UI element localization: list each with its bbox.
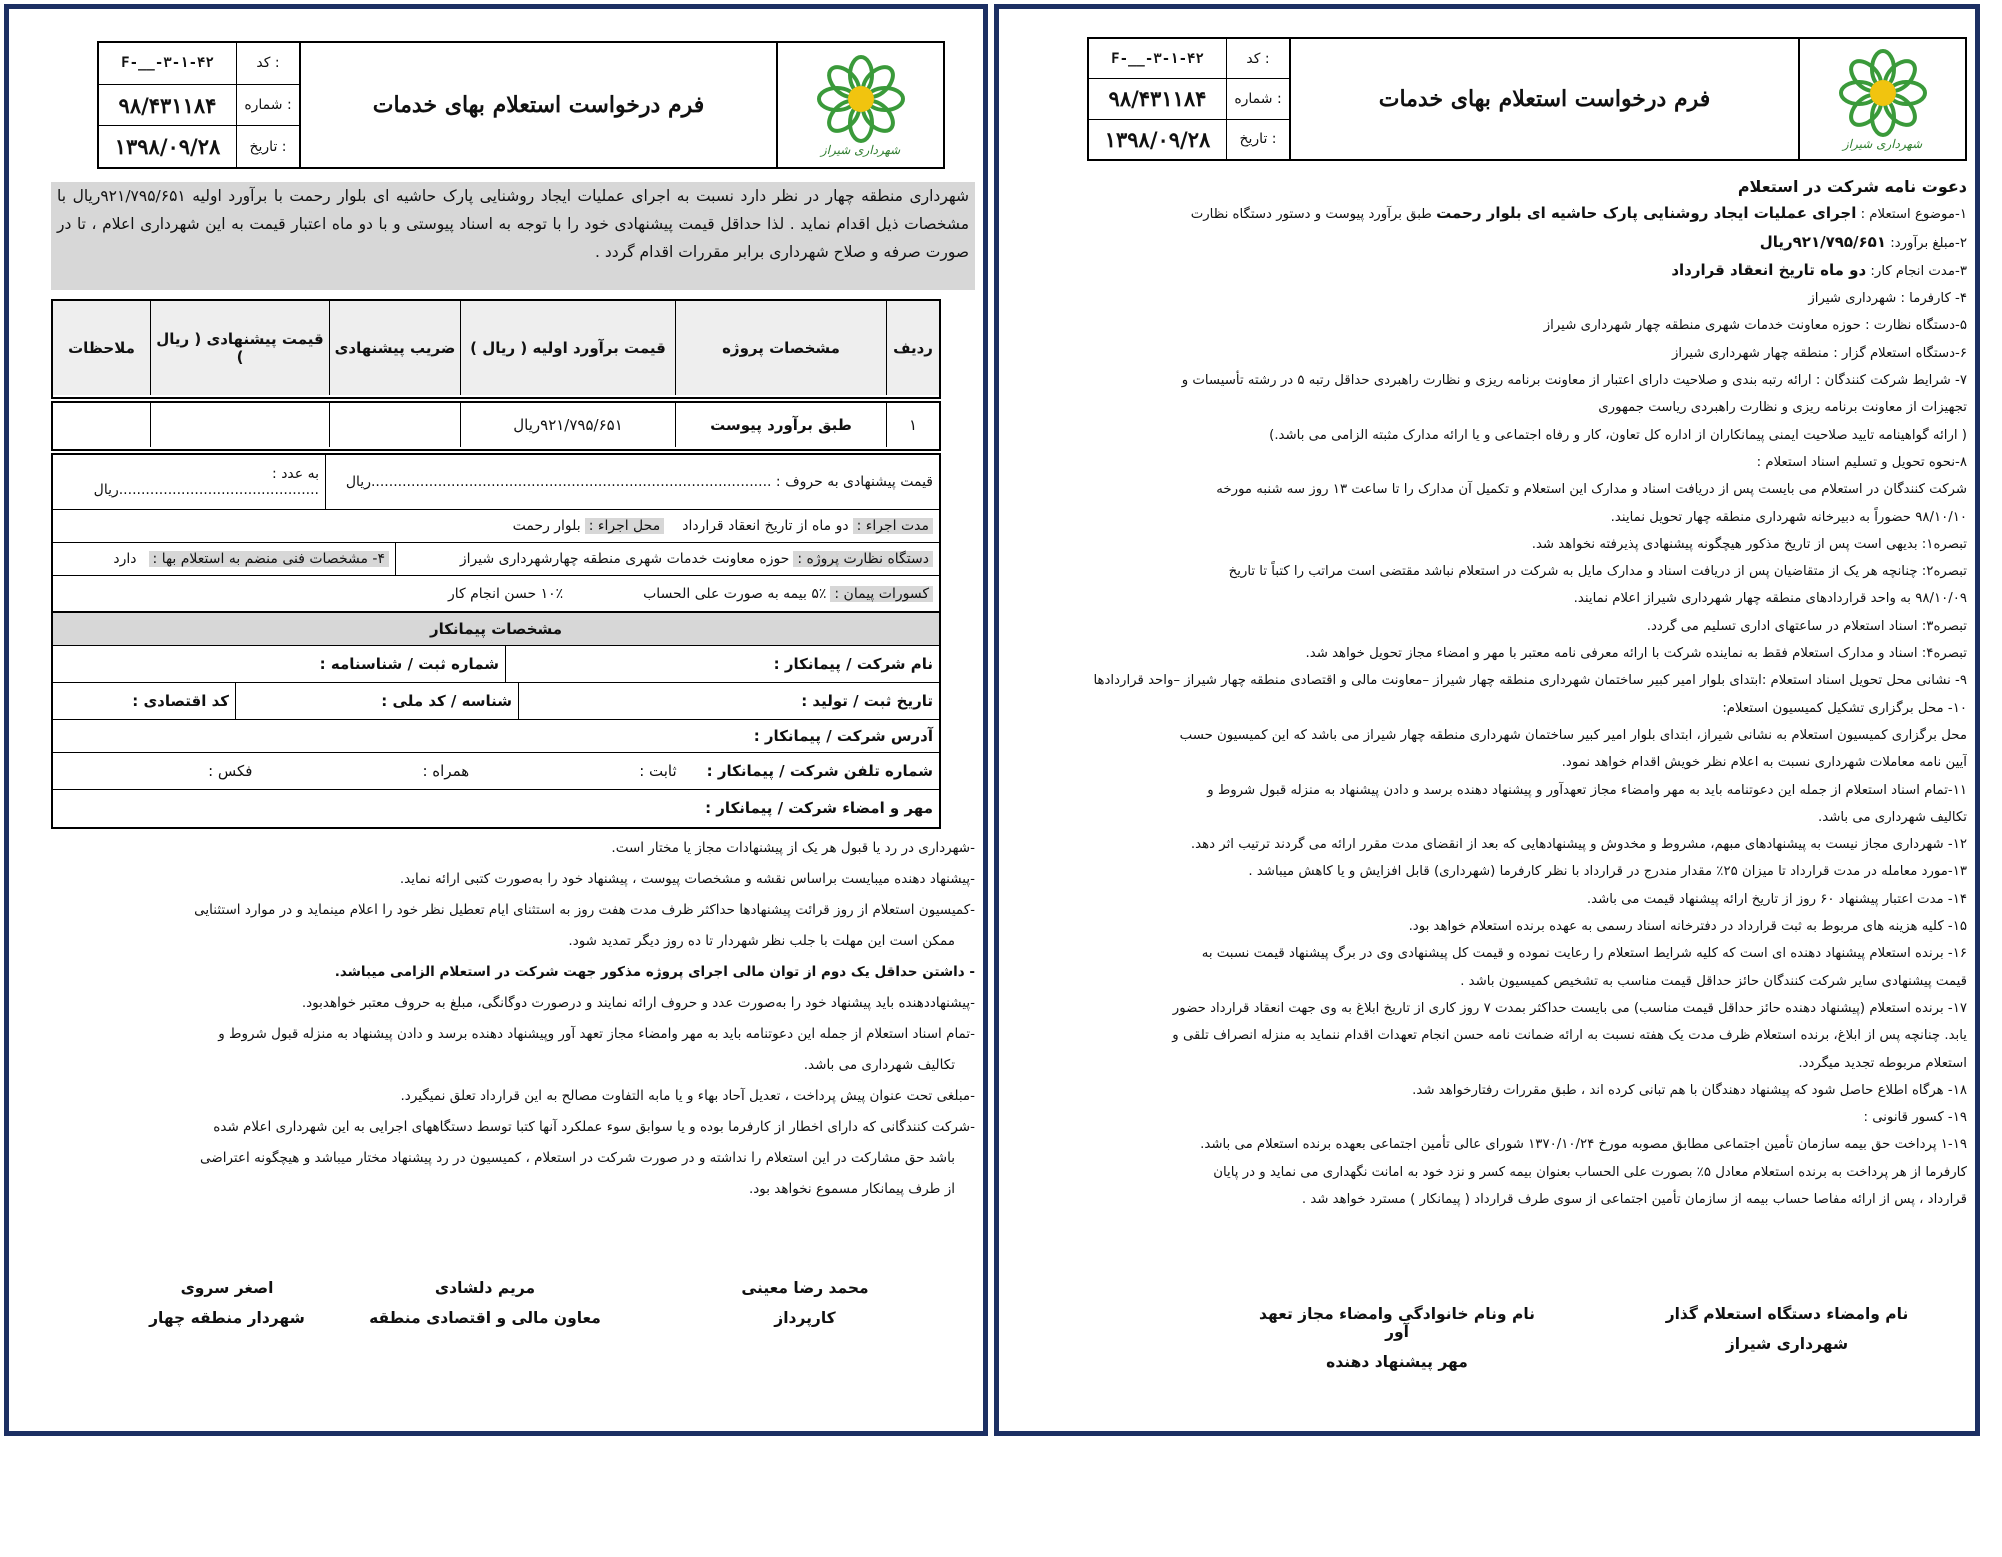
invitation-line	[1025, 1186, 1967, 1213]
intro-paragraph: شهرداری منطقه چهار در نظر دارد نسبت به اجرای عملیات ایجاد روشنایی پارک حاشیه ای بلوار رحمت با برآورد اولیه ۹۲۱/۷۹۵/۶۵۱ریال با مشخصات ذیل اقدام نماید . لذا حداقل قیمت پیشنهادی خود را با توجه به اسناد پیوستی و با دو ماه اعتبار قیمت به این شهرداری اعلام ، تا در صورت صرفه و صلاح شهرداری برابر مقررات اقدام گردد .	[51, 182, 975, 290]
line-text: ۱۴- مدت اعتبار پیشنهاد ۶۰ روز از تاریخ ارائه پیشنهاد قیمت می باشد.	[1586, 891, 1967, 907]
invitation-line	[1025, 200, 1967, 228]
logo-text: شهرداری شیراز	[1842, 136, 1923, 151]
tech-spec-label: ۴- مشخصات فنی منضم به استعلام بها :	[149, 551, 389, 567]
line-text: ۱-۱۹ پرداخت حق بیمه سازمان تأمین اجتماعی مطابق مصوبه مورخ ۱۳۷۰/۱۰/۲۴ شورای عالی تأمین اجتماعی بعهده برنده استعلام می باشد.	[1200, 1137, 1967, 1153]
municipality-logo	[1798, 39, 1965, 159]
line-text: ۸-نحوه تحویل و تسلیم اسناد استعلام :	[1756, 454, 1967, 470]
invitation-line	[1025, 613, 1967, 640]
line-text: قیمت پیشنهادی سایر شرکت کنندگان حائز حداقل قیمت مناسب به تشخیص کمیسیون باشد .	[1460, 973, 1967, 989]
economic-code-field[interactable]: کد اقتصادی :	[132, 692, 229, 710]
invitation-line	[1025, 858, 1967, 885]
row-notes-field[interactable]	[53, 403, 150, 447]
signature-role: کارپرداز	[774, 1309, 836, 1327]
term-item: -پیشنهاد دهنده میبایست براساس نقشه و مشخصات پیوست ، پیشنهاد خود را به‌صورت کتبی ارائه نماید.	[399, 871, 975, 887]
invitation-line	[1025, 1131, 1967, 1158]
row-estimate: ۹۲۱/۷۹۵/۶۵۱ریال	[460, 403, 675, 447]
invitation-line	[1025, 285, 1967, 312]
invitation-line	[1025, 667, 1967, 694]
date-label: تاریخ :	[1226, 120, 1289, 159]
form-page-left	[4, 4, 988, 1436]
col-coefficient-header: ضریب پیشنهادی	[329, 301, 460, 395]
signature-mayor	[127, 1279, 327, 1327]
date-value: ۱۳۹۸/۰۹/۲۸	[114, 134, 221, 160]
price-digits-field[interactable]: به عدد : .............................................ریال	[93, 466, 319, 498]
address-field[interactable]: آدرس شرکت / پیمانکار :	[753, 727, 933, 745]
invitation-line	[1025, 422, 1967, 449]
national-id-field[interactable]: شناسه / کد ملی :	[235, 683, 518, 719]
number-label: شماره :	[1226, 79, 1289, 118]
signature-role: شهردار منطقه چهار	[149, 1309, 305, 1327]
phone-label: شماره تلفن شرکت / پیمانکار :	[706, 762, 933, 780]
signature-role: نام وامضاء دستگاه استعلام گذار	[1665, 1305, 1909, 1323]
line-text: تکالیف شهرداری می باشد.	[1818, 809, 1967, 825]
invitation-line	[1025, 476, 1967, 503]
line-text: تبصره۳: اسناد استعلام در ساعتهای اداری تسلیم می گردد.	[1646, 618, 1967, 634]
line-text: ۹۸/۱۰/۱۰ حضوراً به دبیرخانه شهرداری منطقه چهار تحویل نمایند.	[1610, 509, 1967, 525]
invitation-line	[1025, 531, 1967, 558]
signature-deputy	[365, 1279, 605, 1327]
invitation-line	[1025, 1159, 1967, 1186]
signature-name: محمد رضا معینی	[741, 1279, 869, 1297]
line-text: ۱۹- کسور قانونی :	[1863, 1110, 1967, 1126]
line-text: تبصره۴: اسناد و مدارک استعلام فقط به نماینده شرکت با ارائه معرفی نامه معتبر با مهر و امضاء مجاز تحویل خواهد شد.	[1305, 646, 1967, 662]
line-bold-text: ۹۲۱/۷۹۵/۶۵۱ریال	[1759, 232, 1886, 251]
form-page-right	[994, 4, 1980, 1436]
invitation-line	[1025, 940, 1967, 967]
signature-name: شهرداری شیراز	[1725, 1335, 1849, 1353]
form-title: فرم درخواست استعلام بهای خدمات	[1378, 86, 1711, 112]
line-text: تبصره۲: چنانچه هر یک از متقاضیان پس از دریافت اسناد و مدارک مایل به شرکت در استعلام نباشد مقتضی است مراتب را کتباً تا تاریخ	[1228, 564, 1967, 580]
date-label: تاریخ :	[236, 126, 299, 167]
term-item: ممکن است این مهلت با جلب نظر شهردار تا ده روز دیگر تمدید شود.	[568, 933, 955, 949]
line-text: ۱۲- شهرداری مجاز نیست به پیشنهادهای مبهم، مشروط و مخدوش و پیشنهادهایی که بعد از انقضای مدت مقرر ارائه می گردند ترتیب اثر دهد.	[1190, 837, 1967, 853]
project-table	[51, 299, 941, 399]
invitation-line	[1025, 1077, 1967, 1104]
code-label: کد :	[1226, 39, 1289, 78]
col-notes-header: ملاحظات	[53, 301, 150, 395]
invitation-line	[1025, 257, 1967, 285]
invitation-line	[1025, 995, 1967, 1022]
form-meta	[99, 43, 301, 167]
invitation-heading: دعوت نامه شرکت در استعلام	[1737, 177, 1967, 196]
invitation-line	[1025, 394, 1967, 421]
line-text: ۱۸- هرگاه اطلاع حاصل شود که پیشنهاد دهندگان با هم تبانی کرده اند ، طبق مقررات رفتارخواهد شد.	[1412, 1082, 1967, 1098]
number-label: شماره :	[236, 85, 299, 126]
number-value: ۹۸/۴۳۱۱۸۴	[118, 92, 217, 118]
supervisor-value: حوزه معاونت خدمات شهری منطقه چهارشهرداری شیراز	[459, 551, 790, 567]
invitation-line	[1025, 722, 1967, 749]
line-text: ۱۶- برنده استعلام پیشنهاد دهنده ای است که کلیه شرایط استعلام را رعایت نموده و قیمت کل پیشنهادی وی در برگ پیشنهاد قیمت نسبت به	[1201, 946, 1967, 962]
term-item: -مبلغی تحت عنوان پیش پرداخت ، تعدیل آحاد بهاء و یا مابه التفاوت مصالح به این قرارداد تعلق نمیگیرد.	[400, 1088, 975, 1104]
flower-logo-icon	[1828, 48, 1938, 143]
line-text: ۱۰- محل برگزاری تشکیل کمیسیون استعلام:	[1722, 700, 1967, 716]
col-estimate-header: قیمت برآورد اولیه ( ریال )	[460, 301, 675, 395]
term-item: -پیشنهاددهنده باید پیشنهاد خود را به‌صورت عدد و حروف ارائه نمایند و درصورت دوگانگی، مبلغ به حروف معتبر خواهدبود.	[301, 995, 975, 1011]
line-text: ۴- کارفرما : شهرداری شیراز	[1808, 291, 1967, 307]
line-text: شرکت کنندگان در استعلام می بایست پس از دریافت اسناد و مدارک این استعلام و تکمیل آن مدارک را تا ساعت ۱۳ روز سه شنبه مورخه	[1216, 482, 1967, 498]
row-offer-field[interactable]	[150, 403, 329, 447]
line-text: یابد. چنانچه پس از ابلاغ، برنده استعلام ظرف مدت یک هفته نسبت به ارائه ضمانت نامه حسن انجام تعهدات اقدام ننماید به منزله انصراف تلقی و	[1172, 1028, 1967, 1044]
signature-issuer	[1657, 1305, 1917, 1353]
date-value: ۱۳۹۸/۰۹/۲۸	[1104, 126, 1211, 152]
line-text: ۱۷- برنده استعلام (پیشنهاد دهنده حائز حداقل قیمت مناسب) می بایست حداکثر بمدت ۷ روز کاری از تاریخ ابلاغ به وی جهت انعقاد قرارداد حضور	[1172, 1000, 1967, 1016]
invitation-body	[1025, 173, 1967, 1213]
code-value: F-__-۳-۱-۴۲	[121, 55, 214, 72]
flower-logo-icon	[806, 54, 916, 149]
form-meta	[1089, 39, 1291, 159]
row-number: ۱	[886, 403, 939, 447]
location-value: بلوار رحمت	[512, 518, 581, 534]
line-text: کارفرما از هر پرداخت به برنده استعلام معادل ۵٪ بصورت علی الحساب بعنوان بیمه کسر و نزد خود به امانت نگهداری می نماید و در پایان	[1213, 1164, 1967, 1180]
line-bold-text: اجرای عملیات ایجاد روشنایی پارک حاشیه ای بلوار رحمت	[1436, 204, 1857, 223]
company-name-field[interactable]: نام شرکت / پیمانکار :	[505, 646, 939, 682]
signature-name: مریم دلشادی	[434, 1279, 536, 1297]
line-text: ۱۳-مورد معامله در مدت قرارداد تا میزان ۲۵٪ مقدار مندرج در قرارداد با نظر کارفرما (شهرداری) قابل افزایش و یا کاهش میباشد .	[1248, 864, 1967, 880]
invitation-line	[1025, 449, 1967, 476]
registration-number-field[interactable]: شماره ثبت / شناسنامه :	[319, 655, 499, 673]
line-text: ۹۸/۱۰/۰۹ به واحد قراردادهای منطقه چهار شهرداری شیراز اعلام نمایند.	[1573, 591, 1967, 607]
line-bold-text: دو ماه تاریخ انعقاد قرارداد	[1671, 260, 1867, 279]
line-text: ۱۱-تمام اسناد استعلام از جمله این دعوتنامه باید به مهر وامضاء مجاز تعهدآور و پیشنهاد دهنده برسد و دادن پیشنهاد به منزله قبول شروط و	[1207, 782, 1967, 798]
invitation-line	[1025, 367, 1967, 394]
col-row-header: ردیف	[886, 301, 939, 395]
terms-list	[47, 833, 975, 1205]
deductions-performance: ۱۰٪ حسن انجام کار	[447, 586, 564, 602]
line-text: ۶-دستگاه استعلام گزار : منطقه چهار شهرداری شیراز	[1671, 345, 1967, 361]
line-text: ۲-مبلغ برآورد:	[1886, 235, 1967, 251]
invitation-line	[1025, 886, 1967, 913]
invitation-line	[1025, 695, 1967, 722]
invitation-line	[1025, 1104, 1967, 1131]
location-label: محل اجراء :	[585, 518, 665, 534]
code-value: F-__-۳-۱-۴۲	[1111, 50, 1204, 67]
invitation-line	[1025, 831, 1967, 858]
code-label: کد :	[236, 43, 299, 84]
line-text: ۱-موضوع استعلام :	[1856, 207, 1967, 223]
line-text: ۳-مدت انجام کار:	[1866, 263, 1967, 279]
row-coefficient-field[interactable]	[329, 403, 460, 447]
col-spec-header: مشخصات پروژه	[675, 301, 886, 395]
invitation-line	[1025, 777, 1967, 804]
term-item: -شرکت کنندگانی که دارای اخطار از کارفرما بوده و یا سوابق سوء عملکرد آنها کتبا توسط دستگاههای اجرایی به این شهرداری اعلام شده	[213, 1119, 975, 1135]
tech-spec-value: دارد	[113, 551, 137, 567]
line-text: تجهیزات از معاونت برنامه ریزی و نظارت راهبردی ریاست جمهوری	[1598, 400, 1967, 416]
contractor-table	[51, 611, 941, 829]
line-text: قرارداد ، پس از ارائه مفاصا حساب بیمه از سازمان تأمین اجتماعی از سوی طرف قرارداد ( پیمانکار ) مسترد خواهد شد .	[1301, 1191, 1967, 1207]
stamp-field[interactable]: مهر و امضاء شرکت / پیمانکار :	[705, 799, 933, 817]
term-item: - داشتن حداقل یک دوم از توان مالی اجرای پروژه مذکور جهت شرکت در استعلام الزامی میباشد.	[334, 964, 975, 980]
supervisor-label: دستگاه نظارت پروژه :	[793, 551, 933, 567]
invitation-line	[1025, 968, 1967, 995]
term-item: -شهرداری در رد یا قبول هر یک از پیشنهادات مجاز یا مختار است.	[611, 840, 975, 856]
line-text: ( ارائه گواهینامه تایید صلاحیت ایمنی پیمانکاران از اداره کل تعاون، کار و رفاه اجتماعی و یا ارائه مدارک مثبته الزامی می باشد.)	[1269, 427, 1967, 443]
duration-value: دو ماه از تاریخ انعقاد قرارداد	[682, 518, 849, 534]
line-text: طبق برآورد پیوست و دستور دستگاه نظارت	[1190, 207, 1437, 223]
signature-name: اصغر سروی	[180, 1279, 274, 1297]
number-value: ۹۸/۴۳۱۱۸۴	[1108, 86, 1207, 112]
invitation-line	[1025, 1050, 1967, 1077]
invitation-line	[1025, 913, 1967, 940]
invitation-line	[1025, 340, 1967, 367]
line-text: آیین نامه معاملات شهرداری نسبت به اعلام نظر خویش اقدام خواهد نمود.	[1561, 755, 1967, 771]
form-header	[97, 41, 945, 169]
line-text: محل برگزاری کمیسیون استعلام به نشانی شیراز، ابتدای بلوار امیر کبیر ساختمان شهرداری منطقه چهار شیراز می باشد که این کمیسیون حسب	[1179, 727, 1967, 743]
invitation-line	[1025, 749, 1967, 776]
signature-buyer	[705, 1279, 905, 1327]
deductions-label: کسورات پیمان :	[830, 586, 933, 602]
col-offer-header: قیمت پیشنهادی ( ریال )	[150, 301, 329, 395]
invitation-line	[1025, 1022, 1967, 1049]
signature-bidder	[1247, 1305, 1547, 1371]
line-text: تبصره۱: بدیهی است پس از تاریخ مذکور هیچگونه پیشنهادی پذیرفته نخواهد شد.	[1531, 536, 1967, 552]
municipality-logo	[776, 43, 943, 167]
signature-stamp: مهر پیشنهاد دهنده	[1326, 1353, 1468, 1371]
details-table	[51, 453, 941, 615]
invitation-line	[1025, 504, 1967, 531]
invitation-line	[1025, 558, 1967, 585]
line-text: ۱۵- کلیه هزینه های مربوط به ثبت قرارداد در دفترخانه اسناد رسمی به عهده برنده استعلام خواهد بود.	[1408, 919, 1967, 935]
term-item: از طرف پیمانکار مسموع نخواهد بود.	[748, 1181, 955, 1197]
logo-text: شهرداری شیراز	[820, 142, 901, 157]
invitation-line	[1025, 312, 1967, 339]
line-text: ۹- نشانی محل تحویل اسناد استعلام :ابتدای بلوار امیر کبیر ساختمان شهرداری منطقه چهار شیراز –معاونت مالی و اقتصادی منطقه چهار شیراز –واحد قراردادها	[1093, 673, 1967, 689]
term-item: باشد حق مشارکت در این استعلام را نداشته و در صورت شرکت در استعلام ، کمیسیون در رد پیشنهاد مختار میباشد و هیچگونه اعتراضی	[200, 1150, 955, 1166]
term-item: -تمام اسناد استعلام از جمله این دعوتنامه باید به مهر وامضاء مجاز تعهد آور وپیشنهاد دهنده برسد و دادن پیشنهاد به منزله قبول شروط و	[218, 1026, 975, 1042]
contractor-header: مشخصات پیمانکار	[429, 620, 563, 638]
invitation-line	[1025, 804, 1967, 831]
row-spec: طبق برآورد پیوست	[675, 403, 886, 447]
line-text: استعلام مربوطه تجدید میگردد.	[1798, 1055, 1967, 1071]
registration-date-field[interactable]: تاریخ ثبت / تولید :	[518, 683, 939, 719]
term-item: -کمیسیون استعلام از روز قرائت پیشنهادها حداکثر ظرف مدت هفت روز به استثنای ایام تعطیل نظر خود را اعلام مینماید و در موارد استثنایی	[194, 902, 975, 918]
line-text: ۵-دستگاه نظارت : حوزه معاونت خدمات شهری منطقه چهار شهرداری شیراز	[1543, 318, 1967, 334]
mobile-field[interactable]: همراه :	[422, 762, 470, 780]
form-header	[1087, 37, 1967, 161]
form-title: فرم درخواست استعلام بهای خدمات	[372, 92, 705, 118]
line-text: ۷- شرایط شرکت کنندگان : ارائه رتبه بندی و صلاحیت دارای اعتبار از معاونت برنامه ریزی و نظارت راهبردی حداقل رتبه ۵ در رشته تأسیسات و	[1181, 373, 1967, 389]
duration-label: مدت اجراء :	[853, 518, 933, 534]
term-item: تکالیف شهرداری می باشد.	[803, 1057, 955, 1073]
fax-field[interactable]: فکس :	[208, 762, 253, 780]
price-words-field[interactable]: قیمت پیشنهادی به حروف : ..........................................................................................ریال	[325, 455, 939, 509]
project-table-row	[51, 401, 941, 451]
signature-role: معاون مالی و اقتصادی منطقه	[369, 1309, 601, 1327]
deductions-insurance: ۵٪ بیمه به صورت علی الحساب	[643, 586, 827, 602]
invitation-line	[1025, 229, 1967, 257]
landline-field[interactable]: ثابت :	[639, 762, 677, 780]
invitation-line	[1025, 585, 1967, 612]
invitation-line	[1025, 640, 1967, 667]
signature-role: نام ونام خانوادگی وامضاء مجاز تعهد آور	[1259, 1305, 1535, 1341]
